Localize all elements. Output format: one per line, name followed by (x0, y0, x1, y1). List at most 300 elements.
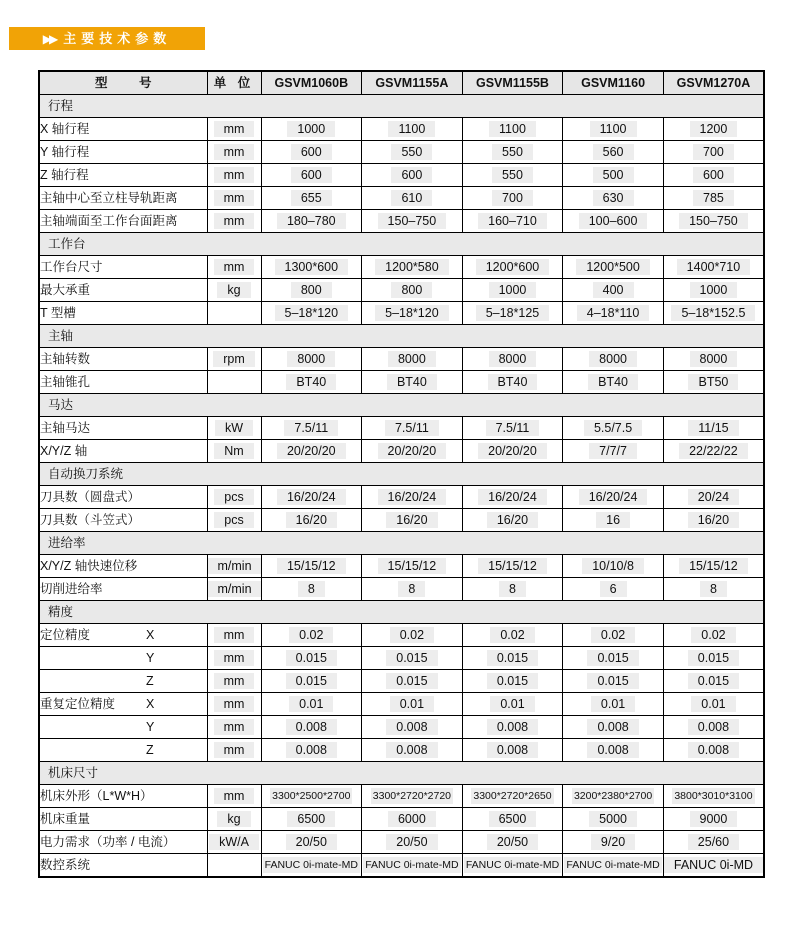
value-cell (362, 210, 463, 233)
value-text: 0.02 (490, 627, 534, 644)
section-header-row (39, 463, 764, 486)
spec-row (39, 210, 764, 233)
spec-label-cell (39, 164, 207, 187)
value-cell (462, 348, 563, 371)
section-header-row (39, 762, 764, 785)
value-text: 800 (391, 282, 432, 299)
value-text: 0.008 (688, 742, 739, 759)
double-arrow-icon: ▶▶ (42, 31, 56, 46)
unit-text: mm (214, 788, 255, 805)
section-header-row (39, 532, 764, 555)
value-text: 16/20/24 (378, 489, 447, 506)
spec-label-cell (39, 670, 207, 693)
unit-cell (207, 624, 261, 647)
value-cell (261, 739, 362, 762)
value-text: 400 (593, 282, 634, 299)
spec-label-cell (39, 256, 207, 279)
value-text: 1300*600 (275, 259, 349, 276)
spec-label-cell (39, 118, 207, 141)
value-cell (261, 555, 362, 578)
value-cell (462, 486, 563, 509)
spec-row (39, 624, 764, 647)
value-text: 0.02 (691, 627, 735, 644)
value-text: 0.02 (591, 627, 635, 644)
value-text: 1100 (590, 121, 637, 138)
unit-text: mm (214, 673, 255, 690)
value-cell (563, 371, 664, 394)
value-text: 0.008 (587, 719, 638, 736)
value-text: 16/20 (386, 512, 437, 529)
spec-label-cell (39, 187, 207, 210)
value-cell (362, 716, 463, 739)
value-cell (362, 739, 463, 762)
unit-cell (207, 716, 261, 739)
spec-label-cell (39, 739, 207, 762)
value-cell (663, 141, 764, 164)
value-text: 560 (593, 144, 634, 161)
value-cell (663, 302, 764, 325)
value-text: 1100 (388, 121, 435, 138)
spec-row (39, 670, 764, 693)
value-cell (663, 670, 764, 693)
value-text: 0.02 (390, 627, 434, 644)
value-text: 3800*3010*3100 (672, 788, 754, 805)
unit-text: mm (214, 627, 255, 644)
section-header-row (39, 325, 764, 348)
spec-label-text: 主轴端面至工作台面距离 (40, 213, 178, 228)
value-text: 11/15 (688, 420, 738, 437)
value-cell (563, 785, 664, 808)
value-text: 0.015 (487, 650, 538, 667)
spec-label-text: Y 轴行程 (40, 144, 90, 159)
value-cell (563, 279, 664, 302)
unit-cell (207, 187, 261, 210)
value-cell (362, 693, 463, 716)
section-title-cell: 马达 (39, 394, 764, 417)
value-text: 3300*2500*2700 (270, 788, 352, 805)
value-text: 22/22/22 (679, 443, 748, 460)
unit-cell (207, 555, 261, 578)
spec-label-cell (39, 624, 207, 647)
value-text: 0.015 (587, 650, 638, 667)
value-cell (462, 693, 563, 716)
value-cell (261, 302, 362, 325)
value-cell (362, 302, 463, 325)
value-text: 0.015 (286, 673, 337, 690)
unit-cell (207, 348, 261, 371)
value-text: 16/20 (286, 512, 337, 529)
value-text: 0.008 (487, 719, 538, 736)
spec-label-text: 定位精度 (40, 627, 91, 642)
value-text: 20/24 (688, 489, 739, 506)
spec-label-text: 主轴马达 (40, 420, 91, 435)
value-cell (462, 187, 563, 210)
value-cell (563, 164, 664, 187)
value-cell (362, 808, 463, 831)
value-text: 0.008 (286, 742, 337, 759)
value-cell (261, 785, 362, 808)
value-text: 700 (492, 190, 533, 207)
value-text: 16 (596, 512, 630, 529)
header-model-gsvm1060b: GSVM1060B (261, 71, 362, 95)
value-text: 0.008 (386, 719, 437, 736)
value-cell (362, 578, 463, 601)
section-header-row (39, 601, 764, 624)
value-text: 785 (693, 190, 734, 207)
value-cell (261, 256, 362, 279)
unit-cell (207, 647, 261, 670)
value-cell (663, 785, 764, 808)
value-text: 3200*2380*2700 (572, 788, 654, 805)
value-cell (362, 440, 463, 463)
value-text: 0.01 (591, 696, 635, 713)
value-cell (663, 739, 764, 762)
value-text: 8 (398, 581, 425, 598)
unit-text: rpm (213, 351, 255, 368)
spec-label-text: X 轴行程 (40, 121, 90, 136)
value-text: 150–750 (378, 213, 447, 230)
spec-label-text: 刀具数（圆盘式） (40, 489, 141, 504)
value-text: 600 (391, 167, 432, 184)
value-text: BT40 (488, 374, 538, 391)
value-text: BT50 (688, 374, 738, 391)
spec-row (39, 302, 764, 325)
value-text: 8 (298, 581, 325, 598)
value-text: 5–18*120 (275, 305, 349, 322)
value-text: BT40 (387, 374, 437, 391)
value-cell (563, 141, 664, 164)
spec-label-cell (39, 716, 207, 739)
value-cell (663, 118, 764, 141)
value-cell (563, 624, 664, 647)
value-text: 16/20/24 (478, 489, 547, 506)
spec-row (39, 118, 764, 141)
value-text: FANUC 0i-mate-MD (263, 857, 360, 874)
spec-row (39, 808, 764, 831)
value-cell (261, 187, 362, 210)
spec-label-cell (39, 141, 207, 164)
section-title-cell: 机床尺寸 (39, 762, 764, 785)
value-cell (261, 578, 362, 601)
value-text: 180–780 (277, 213, 346, 230)
value-cell (261, 279, 362, 302)
value-text: 6500 (489, 811, 537, 828)
header-model-gsvm1155a: GSVM1155A (362, 71, 463, 95)
spec-label-cell (39, 693, 207, 716)
spec-label-text: Z 轴行程 (40, 167, 89, 182)
spec-row (39, 785, 764, 808)
value-text: 0.01 (289, 696, 333, 713)
value-text: 7.5/11 (284, 420, 338, 437)
value-cell (362, 187, 463, 210)
value-text: 550 (492, 144, 533, 161)
value-text: 8 (700, 581, 727, 598)
spec-row (39, 693, 764, 716)
spec-row (39, 256, 764, 279)
spec-label-cell (39, 854, 207, 878)
unit-text: mm (214, 742, 255, 759)
spec-row (39, 509, 764, 532)
value-text: 0.008 (386, 742, 437, 759)
spec-label-text: 主轴中心至立柱导轨距离 (40, 190, 178, 205)
unit-cell (207, 417, 261, 440)
value-cell (362, 486, 463, 509)
value-text: 6 (600, 581, 627, 598)
section-title-cell: 工作台 (39, 233, 764, 256)
header-model-gsvm1270a: GSVM1270A (663, 71, 764, 95)
value-cell (362, 417, 463, 440)
value-cell (261, 716, 362, 739)
value-text: 20/50 (386, 834, 437, 851)
value-text: 15/15/12 (378, 558, 447, 575)
value-text: 0.008 (286, 719, 337, 736)
value-text: 10/10/8 (582, 558, 644, 575)
value-cell (462, 279, 563, 302)
value-text: 20/50 (487, 834, 538, 851)
value-text: 1400*710 (677, 259, 751, 276)
value-cell (261, 854, 362, 878)
spec-label-cell (39, 371, 207, 394)
value-cell (563, 348, 664, 371)
spec-label-cell (39, 417, 207, 440)
header-unit-label: 单 位 (207, 71, 261, 95)
value-cell (362, 509, 463, 532)
spec-row (39, 187, 764, 210)
value-text: 16/20 (487, 512, 538, 529)
value-text: 15/15/12 (478, 558, 547, 575)
value-text: 7.5/11 (385, 420, 439, 437)
value-cell (663, 693, 764, 716)
spec-label-text: X/Y/Z 轴快速位移 (40, 558, 138, 573)
value-cell (663, 440, 764, 463)
value-text: 0.008 (688, 719, 739, 736)
unit-text: pcs (214, 489, 253, 506)
value-text: 3300*2720*2720 (371, 788, 453, 805)
value-cell (362, 785, 463, 808)
value-cell (563, 808, 664, 831)
value-cell (362, 831, 463, 854)
unit-text: kW/A (209, 834, 259, 851)
value-text: BT40 (286, 374, 336, 391)
value-cell (261, 831, 362, 854)
unit-cell (207, 509, 261, 532)
value-cell (663, 210, 764, 233)
value-text: 8000 (388, 351, 436, 368)
unit-text: mm (214, 259, 255, 276)
value-text: 100–600 (579, 213, 648, 230)
header-model-gsvm1160: GSVM1160 (563, 71, 664, 95)
value-cell (261, 141, 362, 164)
value-text: 8 (499, 581, 526, 598)
value-text: 9/20 (591, 834, 635, 851)
value-cell (462, 716, 563, 739)
value-cell (362, 670, 463, 693)
spec-label-text: 重复定位精度 (40, 696, 116, 711)
spec-label-cell (39, 509, 207, 532)
value-cell (663, 187, 764, 210)
section-title-cell: 主轴 (39, 325, 764, 348)
value-text: 700 (693, 144, 734, 161)
value-cell (362, 164, 463, 187)
value-text: 1000 (287, 121, 335, 138)
value-text: 160–710 (478, 213, 547, 230)
value-text: 0.015 (286, 650, 337, 667)
value-text: 16/20/24 (579, 489, 648, 506)
value-text: 0.008 (487, 742, 538, 759)
value-text: 20/20/20 (378, 443, 447, 460)
value-text: 5–18*120 (375, 305, 449, 322)
value-cell (462, 647, 563, 670)
spec-row (39, 716, 764, 739)
value-text: 7/7/7 (589, 443, 637, 460)
unit-cell (207, 118, 261, 141)
axis-letter: Y (146, 650, 155, 665)
unit-cell (207, 164, 261, 187)
spec-label-text: 切削进给率 (40, 581, 103, 596)
value-text: 5000 (589, 811, 637, 828)
value-text: 9000 (690, 811, 738, 828)
value-text: 5–18*152.5 (671, 305, 755, 322)
value-cell (563, 739, 664, 762)
section-title-cell: 精度 (39, 601, 764, 624)
value-cell (663, 854, 764, 878)
value-text: 0.01 (691, 696, 735, 713)
spec-label-text: 工作台尺寸 (40, 259, 103, 274)
unit-cell (207, 486, 261, 509)
value-cell (462, 371, 563, 394)
unit-cell (207, 578, 261, 601)
value-cell (462, 578, 563, 601)
unit-cell (207, 210, 261, 233)
axis-letter: Z (146, 742, 154, 757)
value-cell (462, 739, 563, 762)
value-text: 0.015 (688, 673, 739, 690)
value-text: 8000 (489, 351, 537, 368)
value-cell (462, 210, 563, 233)
value-cell (261, 371, 362, 394)
value-text: 1200*600 (476, 259, 550, 276)
value-text: 1000 (690, 282, 738, 299)
value-text: 1200*500 (576, 259, 650, 276)
spec-label-text: 数控系统 (40, 857, 91, 872)
unit-text: m/min (208, 581, 262, 598)
value-text: 3300*2720*2650 (471, 788, 553, 805)
spec-row (39, 647, 764, 670)
value-cell (261, 348, 362, 371)
value-text: 0.01 (390, 696, 434, 713)
spec-label-text: 机床重量 (40, 811, 91, 826)
value-text: 550 (492, 167, 533, 184)
value-text: 0.01 (490, 696, 534, 713)
value-cell (362, 141, 463, 164)
value-text: FANUC 0i-MD (664, 857, 763, 874)
value-text: 500 (593, 167, 634, 184)
unit-cell (207, 371, 261, 394)
unit-cell (207, 854, 261, 878)
value-cell (663, 164, 764, 187)
spec-label-text: 机床外形（L*W*H） (40, 788, 153, 803)
value-cell (462, 831, 563, 854)
value-text: 0.015 (386, 673, 437, 690)
spec-label-cell (39, 808, 207, 831)
value-cell (663, 624, 764, 647)
value-text: 600 (693, 167, 734, 184)
unit-cell (207, 302, 261, 325)
unit-text: mm (214, 213, 255, 230)
spec-row (39, 348, 764, 371)
value-cell (663, 509, 764, 532)
unit-text: mm (214, 144, 255, 161)
value-cell (462, 555, 563, 578)
value-text: FANUC 0i-mate-MD (363, 857, 460, 874)
spec-label-cell (39, 279, 207, 302)
value-cell (563, 210, 664, 233)
value-cell (462, 509, 563, 532)
spec-row (39, 417, 764, 440)
value-text: 1200*580 (375, 259, 449, 276)
spec-table-body (39, 95, 764, 878)
value-cell (663, 417, 764, 440)
value-cell (663, 808, 764, 831)
value-cell (462, 302, 563, 325)
header-model-gsvm1155b: GSVM1155B (462, 71, 563, 95)
value-cell (261, 417, 362, 440)
value-text: 1100 (489, 121, 536, 138)
value-cell (362, 279, 463, 302)
value-cell (261, 509, 362, 532)
spec-label-text: 刀具数（斗笠式） (40, 512, 141, 527)
value-cell (563, 302, 664, 325)
spec-row (39, 164, 764, 187)
unit-text: mm (214, 167, 255, 184)
value-text: 15/15/12 (277, 558, 346, 575)
spec-label-cell (39, 348, 207, 371)
value-cell (462, 854, 563, 878)
spec-row (39, 486, 764, 509)
unit-text: mm (214, 121, 255, 138)
value-text: 630 (593, 190, 634, 207)
unit-text: mm (214, 719, 255, 736)
value-text: 20/50 (286, 834, 337, 851)
section-title: 主要技术参数 (63, 31, 172, 46)
unit-cell (207, 256, 261, 279)
value-cell (362, 647, 463, 670)
unit-text: kW (215, 420, 253, 437)
unit-cell (207, 693, 261, 716)
value-cell (362, 624, 463, 647)
spec-row (39, 578, 764, 601)
spec-table (38, 70, 765, 878)
section-header-row (39, 394, 764, 417)
spec-label-cell (39, 302, 207, 325)
value-cell (462, 785, 563, 808)
value-text: 16/20/24 (277, 489, 346, 506)
value-cell (563, 670, 664, 693)
axis-letter: Y (146, 719, 155, 734)
value-text: 1000 (489, 282, 537, 299)
value-cell (261, 486, 362, 509)
spec-label-text: 主轴锥孔 (40, 374, 91, 389)
value-cell (261, 647, 362, 670)
value-text: 150–750 (679, 213, 748, 230)
axis-letter: X (146, 627, 155, 642)
unit-cell (207, 739, 261, 762)
value-cell (362, 854, 463, 878)
value-cell (362, 256, 463, 279)
value-text: 6000 (388, 811, 436, 828)
value-text: 20/20/20 (277, 443, 346, 460)
unit-cell (207, 831, 261, 854)
